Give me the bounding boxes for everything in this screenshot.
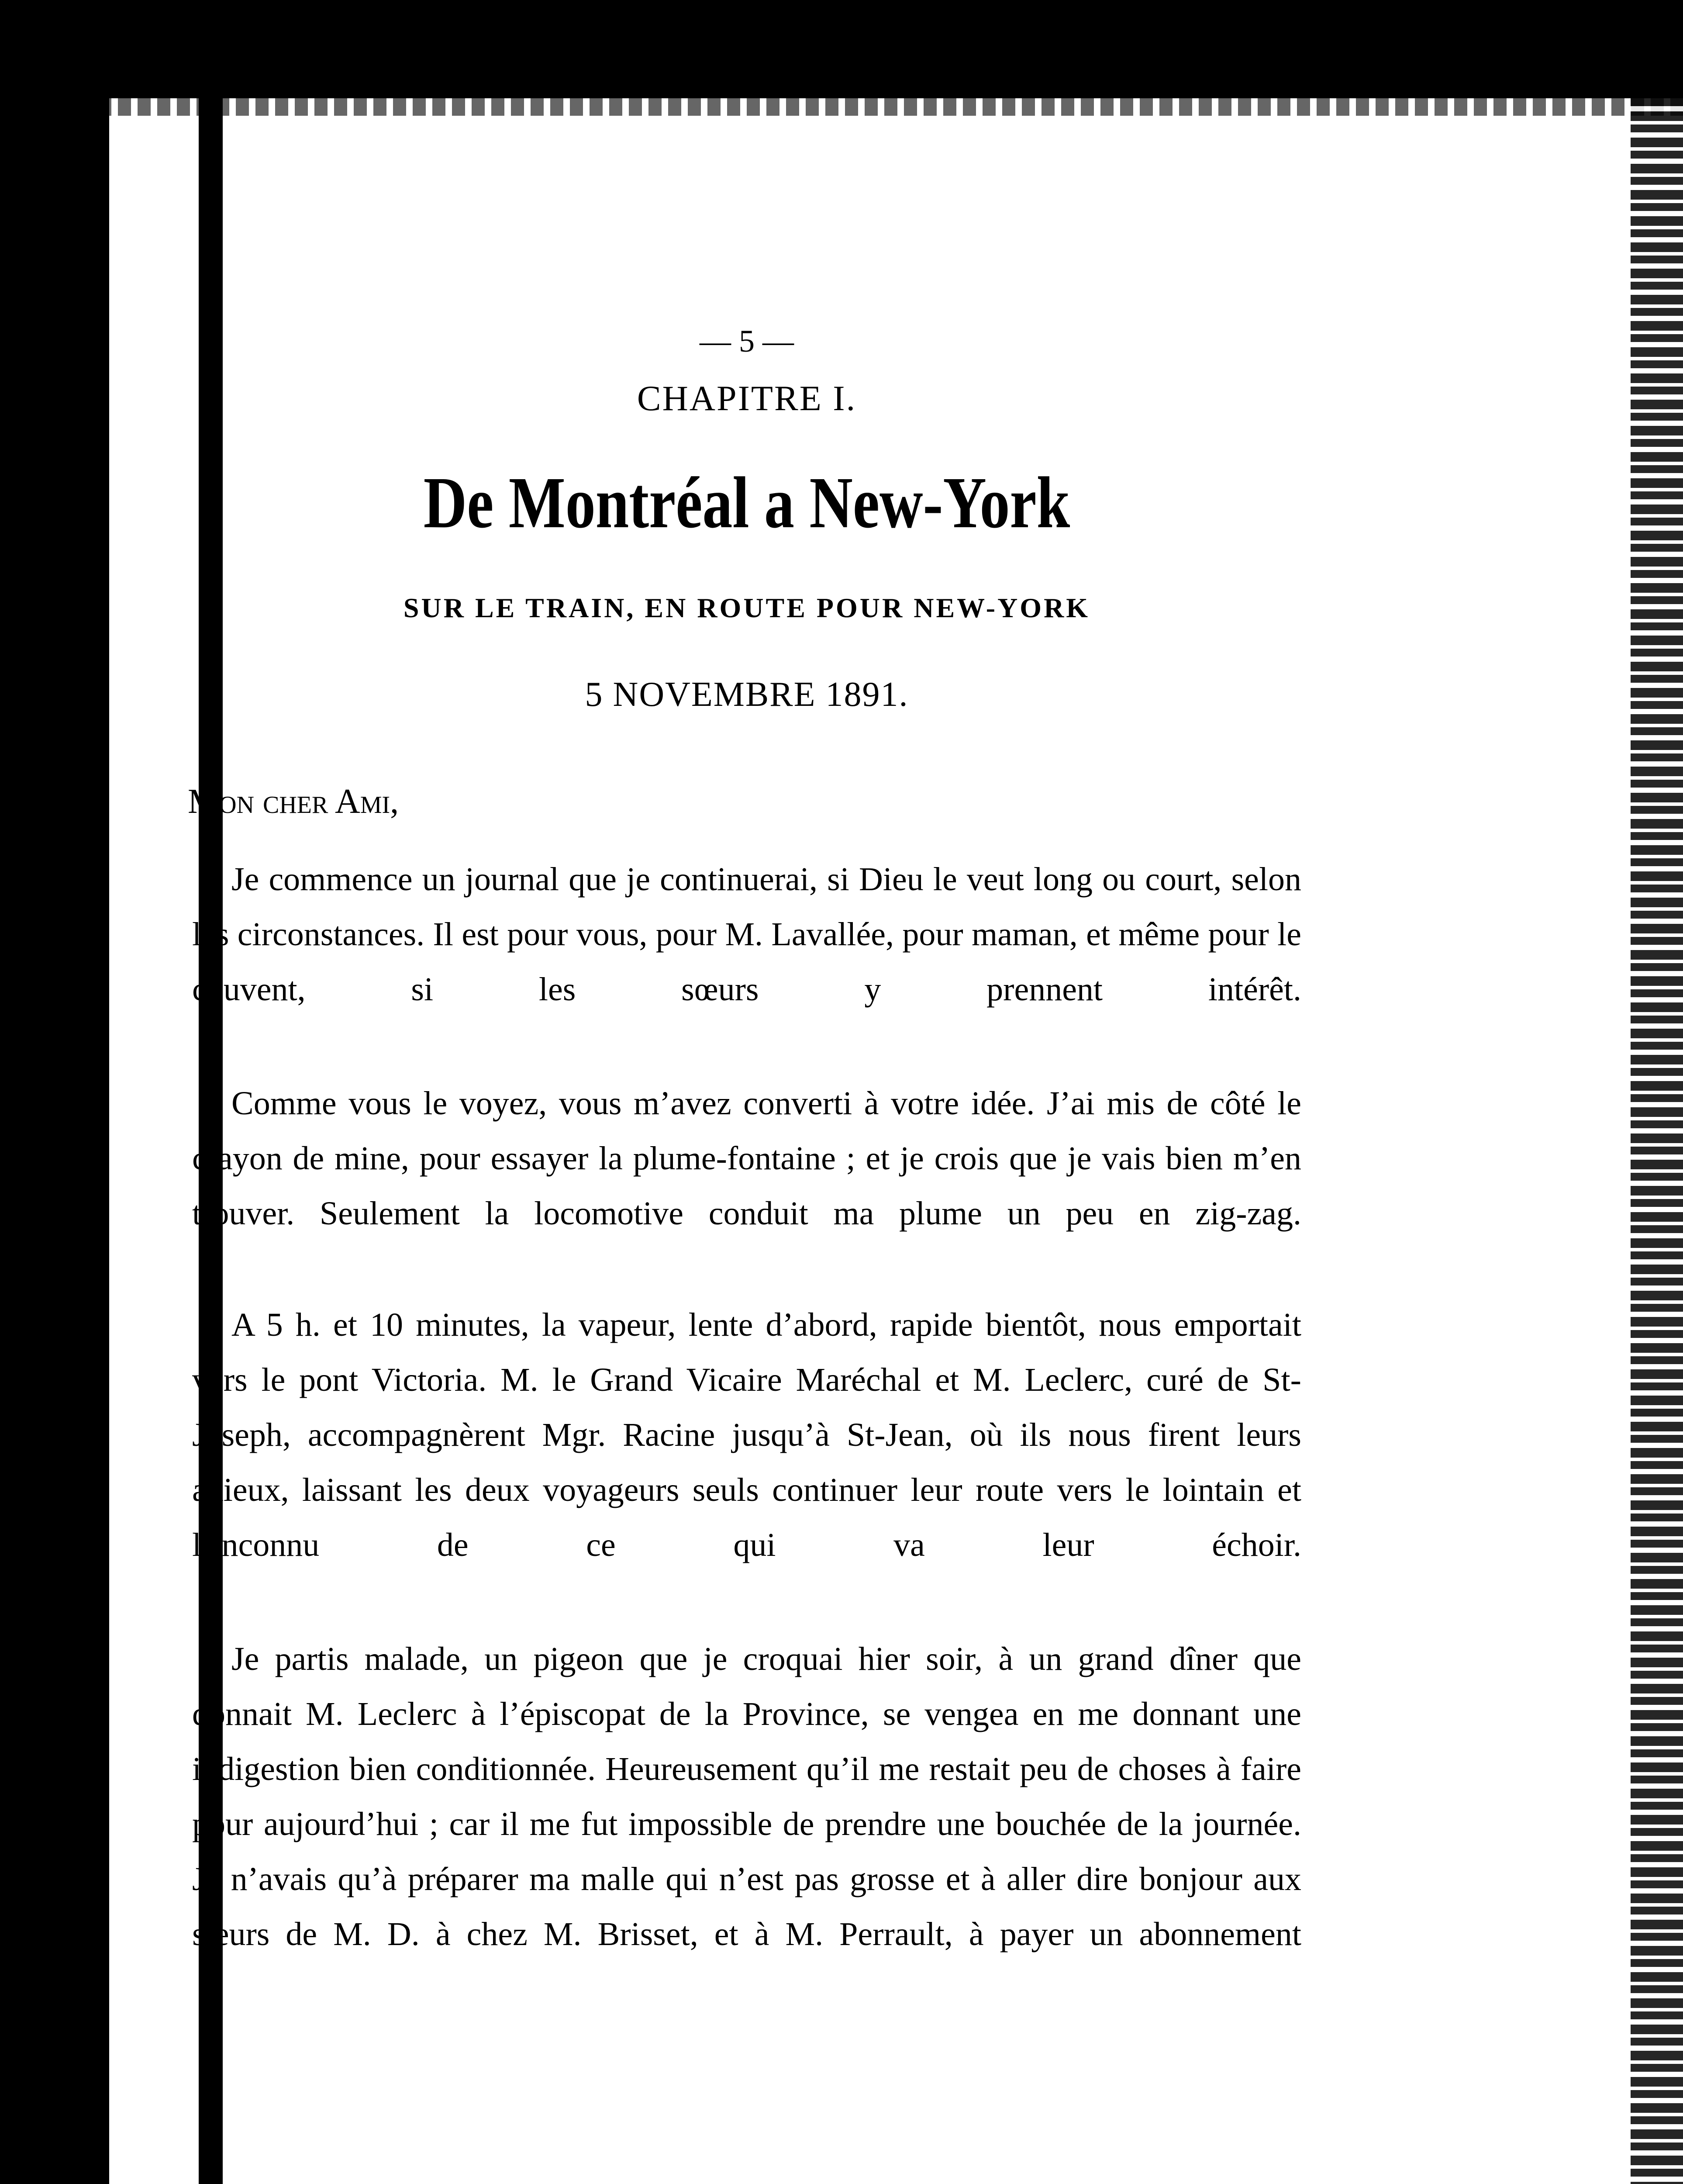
paragraph: A 5 h. et 10 minutes, la vapeur, lente d’abord, rapide bientôt, nous emportait vers le pont Victoria. M. le Grand Vicaire Maréchal et M. Leclerc, curé de St-Joseph, accompagnèrent Mgr. Racine jusqu’à St-Jean, où ils nous firent leurs adieux, laissant les deux voyageurs seuls continuer leur route vers le lointain et l’inconnu de ce qui va leur échoir.: [192, 1306, 1301, 1563]
subtitle: SUR LE TRAIN, EN ROUTE POUR NEW-YORK: [403, 592, 1090, 623]
paragraph: Je commence un journal que je continuerai, si Dieu le veut long ou court, selon les circonstances. Il est pour vous, pour M. Lavallée, pour maman, et même pour le couvent, si les sœurs y prennent intérêt.: [192, 861, 1301, 1008]
salutation: Mon cher Ami,: [188, 782, 399, 821]
scan-noise-top: [98, 98, 1683, 116]
letter-date: 5 NOVEMBRE 1891.: [585, 675, 909, 714]
paragraph: Je partis malade, un pigeon que je croquai hier soir, à un grand dîner que donnait M. Leclerc à l’épiscopat de la Province, se vengea en me donnant une indigestion bien conditionnée. Heureusement qu’il me restait peu de choses à faire pour aujourd’hui ; car il me fut impossible de prendre une bouchée de la journée. Je n’avais qu’à préparer ma malle qui n’est pas grosse et à aller dire bonjour aux sœurs de M. D. à chez M. Brisset, et à M. Perrault, à payer un abonnement: [192, 1641, 1301, 1952]
chapter-heading: CHAPITRE I.: [637, 378, 857, 418]
paragraph: Comme vous le voyez, vous m’avez converti à votre idée. J’ai mis de côté le crayon de mine, pour essayer la plume-fontaine ; et je crois que je vais bien m’en trouver. Seulement la locomotive conduit ma plume un peu en zig-zag.: [192, 1085, 1301, 1232]
binding-edge: [98, 98, 109, 2184]
page-title: De Montréal a New-York: [423, 462, 1070, 543]
scan-noise-right: [1631, 98, 1683, 2184]
page-number: — 5 —: [700, 324, 794, 359]
scanned-page: [98, 98, 1683, 2184]
